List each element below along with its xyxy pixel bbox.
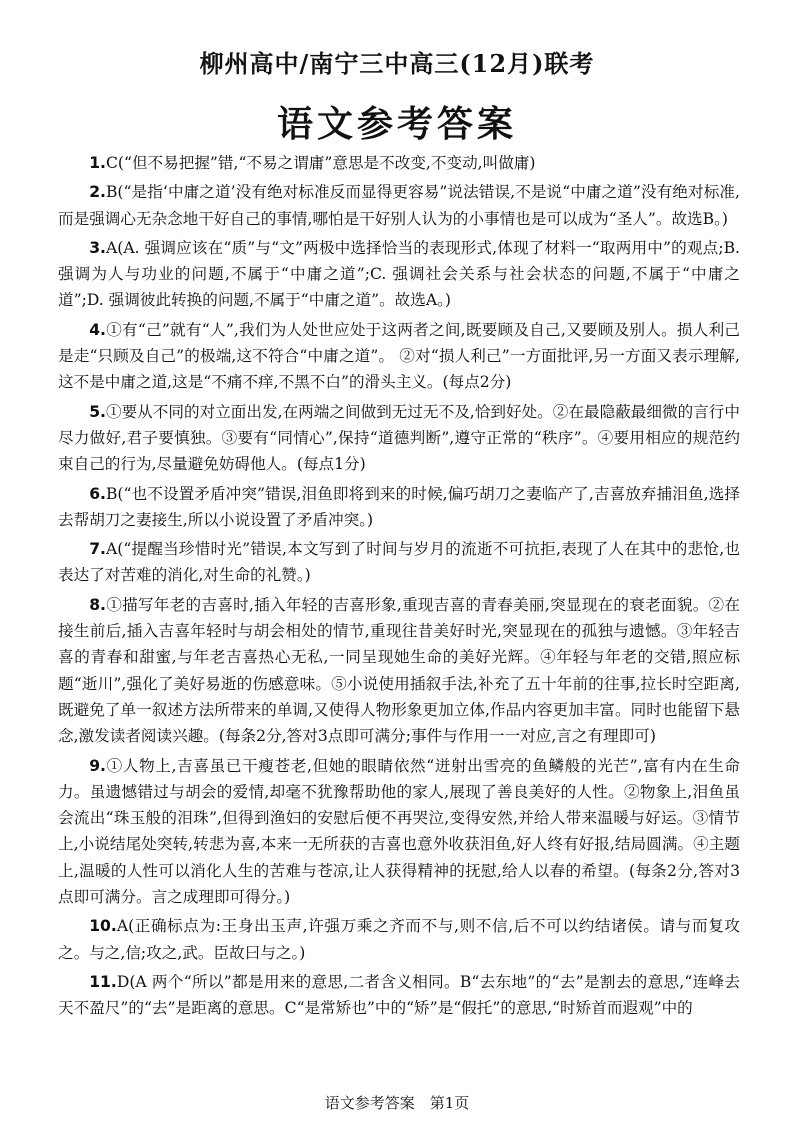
answer-number: 10. (89, 917, 117, 936)
answer-number: 2. (89, 183, 106, 202)
answer-number: 8. (89, 595, 106, 614)
answer-text: B(“也不设置矛盾冲突”错误,泪鱼即将到来的时候,偏巧胡刀之妻临产了,吉喜放弃捕泪鱼,选择去帮胡刀之妻接生,所以小说设置了矛盾冲突。) (58, 484, 740, 529)
answer-number: 4. (89, 320, 106, 339)
answer-number: 3. (89, 238, 106, 257)
answer-text: B(“是指‘中庸之道’没有绝对标准反而显得更容易”说法错误,不是说“中庸之道”没有绝对标准,而是强调心无杂念地干好自己的事情,哪怕是干好别人认为的小事情也是可以成为“圣人”。故选B。) (58, 183, 740, 228)
answer-item-3 (58, 235, 740, 314)
answer-number: 7. (89, 540, 106, 559)
exam-header: 柳州高中/南宁三中高三(12月)联考 (199, 49, 595, 78)
answer-text: D(A 两个“所以”都是用来的意思,二者含义相同。B“去东地”的“去”是割去的意思,“连峰去天不盈尺”的“去”是距离的意思。C“是常矫也”中的“矫”是“假托”的意思,“时矫首而遐观”中的 (58, 972, 740, 1018)
answer-text: A(正确标点为:王身出玉声,许强万乘之齐而不与,则不信,后不可以约结诸侯。请与而复攻之。与之,信;攻之,武。臣故曰与之。) (58, 917, 740, 962)
document-title: 语文参考答案 (276, 103, 517, 145)
answer-item-1 (58, 150, 740, 176)
answer-item-7 (58, 536, 740, 589)
answer-item-2 (58, 179, 740, 232)
answer-text: A(A. 强调应该在“质”与“文”两极中选择恰当的表现形式,体现了材料一“取两用中”的观点;B. 强调为人与功业的问题,不属于“中庸之道”;C. 强调社会关系与社会状态的问题,不属于“中庸之道”;D. 强调彼此转换的问题,不属于“中庸之道”。故选A。) (58, 238, 740, 310)
answer-item-6 (58, 481, 740, 534)
answer-text: C(“但不易把握”错,“不易之谓庸”意思是不改变,不变动,叫做庸) (105, 154, 536, 172)
answer-number: 11. (89, 972, 117, 991)
answer-text: ①描写年老的吉喜时,插入年轻的吉喜形象,重现吉喜的青春美丽,突显现在的衰老面貌。②在接生前后,插入吉喜年轻时与胡会相处的情节,重现往昔美好时光,突显现在的孤独与遗憾。③年轻吉喜的青春和甜蜜,与年老吉喜热心无私,一同呈现她生命的美好光辉。④年轻与年老的交错,照应标题“逝川”,强化了美好易逝的伤感意味。⑤小说使用插叙手法,补充了五十年前的往事,拉长时空距离,既避免了单一叙述方法所带来的单调,又使得人物形象更加立体,作品内容更加丰富。同时也能留下悬念,激发读者阅读兴趣。(每条2分,答对3点即可满分;事件与作用一一对应,言之有理即可) (58, 595, 740, 746)
page-footer: 语文参考答案 第1页 (324, 1094, 470, 1112)
answer-item-8 (58, 592, 740, 750)
answer-text: ①有“己”就有“人”,我们为人处世应处于这两者之间,既要顾及自己,又要顾及别人。损人利己是走“只顾及自己”的极端,这不符合“中庸之道”。 ②对“损人利己”一方面批评,另一方面又表示理解,这不是中庸之道,这是“不痛不痒,不黑不白”的滑头主义。(每点2分) (58, 320, 740, 392)
answer-number: 1. (89, 154, 106, 172)
answer-list (58, 150, 740, 1025)
answer-text: ①人物上,吉喜虽已干瘦苍老,但她的眼睛依然“迸射出雪亮的鱼鳞般的光芒”,富有内在生命力。虽遗憾错过与胡会的爱情,却毫不犹豫帮助他的家人,展现了善良美好的人性。②物象上,泪鱼虽会流出“珠玉般的泪珠”,但得到渔妇的安慰后便不再哭泣,变得安然,并给人带来温暖与好运。③情节上,小说结尾处突转,转悲为喜,本来一无所获的吉喜也意外收获泪鱼,好人终有好报,结局圆满。④主题上,温暖的人性可以消化人生的苦难与苍凉,让人获得精神的抚慰,给人以春的希望。(每条2分,答对3点即可满分。言之成理即可得分。) (58, 756, 740, 907)
answer-item-5 (58, 399, 740, 478)
answer-text: A(“提醒当珍惜时光”错误,本文写到了时间与岁月的流逝不可抗拒,表现了人在其中的悲怆,也表达了对苦难的消化,对生命的礼赞。) (58, 540, 740, 585)
answer-item-4 (58, 317, 740, 396)
answer-item-9 (58, 753, 740, 911)
answer-item-10 (58, 913, 740, 966)
answer-number: 9. (89, 756, 106, 775)
answer-text: ①要从不同的对立面出发,在两端之间做到无过无不及,恰到好处。②在最隐蔽最细微的言行中尽力做好,君子要慎独。③要有“同情心”,保持“道德判断”,遵守正常的“秩序”。④要用相应的规范约束自己的行为,尽量避免妨碍他人。(每点1分) (58, 402, 740, 474)
answer-item-11 (58, 969, 740, 1022)
answer-number: 6. (89, 484, 106, 503)
answer-number: 5. (89, 402, 106, 421)
